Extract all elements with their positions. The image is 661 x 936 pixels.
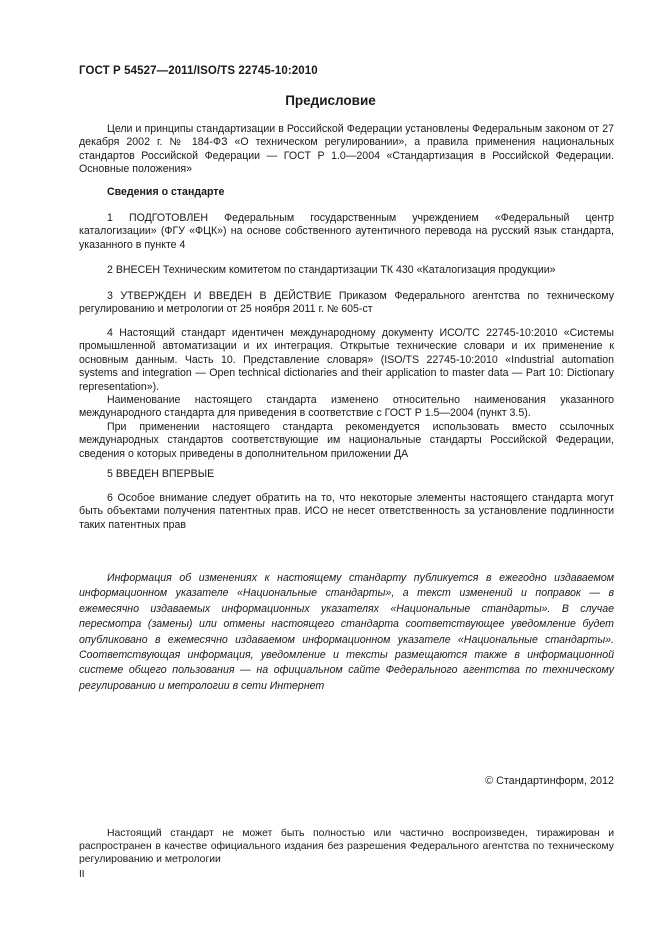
item-3-text: 3 УТВЕРЖДЕН И ВВЕДЕН В ДЕЙСТВИЕ Приказом Федерального агентства по техническому регулированию и метрологии от 25 ноября 2011 г. № 605-ст xyxy=(79,290,614,316)
info-heading: Сведения о стандарте xyxy=(107,186,225,198)
intro-paragraph xyxy=(79,123,614,177)
intro-text: Цели и принципы стандартизации в Российской Федерации установлены Федеральным законом от 27 декабря 2002 г. № 184-ФЗ «О техническом регулировании», а правила применения национальных стандартов Российской Федерации — ГОСТ Р 1.0—2004 «Стандартизация в Российской Федерации. Основные положения» xyxy=(79,123,614,176)
item-2 xyxy=(79,264,614,277)
item-3 xyxy=(79,290,614,317)
item-4-rename-text: Наименование настоящего стандарта изменено относительно наименования указанного международного стандарта для приведения в соответствие с ГОСТ Р 1.5—2004 (пункт 3.5). xyxy=(79,394,614,420)
item-5-text: 5 ВВЕДЕН ВПЕРВЫЕ xyxy=(107,468,215,480)
page-number: II xyxy=(79,869,85,880)
document-header: ГОСТ Р 54527—2011/ISO/TS 22745-10:2010 xyxy=(79,65,318,77)
item-6-text: 6 Особое внимание следует обратить на то, что некоторые элементы настоящего стандарта могут быть объектами получения патентных прав. ИСО не несет ответственность за установление подлинности таких патентных прав xyxy=(79,492,614,531)
copyright: © Стандартинформ, 2012 xyxy=(485,775,614,787)
item-4-text: 4 Настоящий стандарт идентичен международному документу ИСО/ТС 22745-10:2010 «Системы промышленной автоматизации и их интеграция. Открытые технические словари и их применение к основным данным. Часть 10. Представление словаря» (ISO/TS 22745-10:2010 «Industrial automation systems and integration — Open technical dictionaries and their application to master data — Part 10: Dictionary representation»). xyxy=(79,327,614,393)
item-1-text: 1 ПОДГОТОВЛЕН Федеральным государственным учреждением «Федеральный центр каталогизации» (ФГУ «ФЦК») на основе собственного аутентичного перевода на русский язык стандарта, указанного в пункте 4 xyxy=(79,212,614,251)
change-notice-text: Информация об изменениях к настоящему стандарту публикуется в ежегодно издаваемом информационном указателе «Национальные стандарты», а текст изменений и поправок — в ежемесячно издаваемых информационных указателях «Национальные стандарты». В случае пересмотра (замены) или отмены настоящего стандарта соответствующее уведомление будет опубликовано в ежемесячно издаваемом информационном указателе «Национальные стандарты». Соответствующая информация, уведомление и тексты размещаются также в информационной системе общего пользования — на официальном сайте Федерального агентства по техническому регулированию и метрологии в сети Интернет xyxy=(79,572,614,692)
item-4 xyxy=(79,327,614,461)
section-title: Предисловие xyxy=(285,93,376,108)
item-6 xyxy=(79,492,614,532)
change-notice xyxy=(79,571,614,694)
item-1 xyxy=(79,212,614,252)
reproduction-notice xyxy=(79,827,614,867)
item-5 xyxy=(79,468,614,481)
item-2-text: 2 ВНЕСЕН Техническим комитетом по стандартизации ТК 430 «Каталогизация продукции» xyxy=(107,264,556,276)
reproduction-notice-text: Настоящий стандарт не может быть полностью или частично воспроизведен, тиражирован и распространен в качестве официального издания без разрешения Федерального агентства по техническому регулированию и метрологии xyxy=(79,828,614,866)
item-4-references-text: При применении настоящего стандарта рекомендуется использовать вместо ссылочных международных стандартов соответствующие им национальные стандарты Российской Федерации, сведения о которых приведены в дополнительном приложении ДА xyxy=(79,420,614,460)
